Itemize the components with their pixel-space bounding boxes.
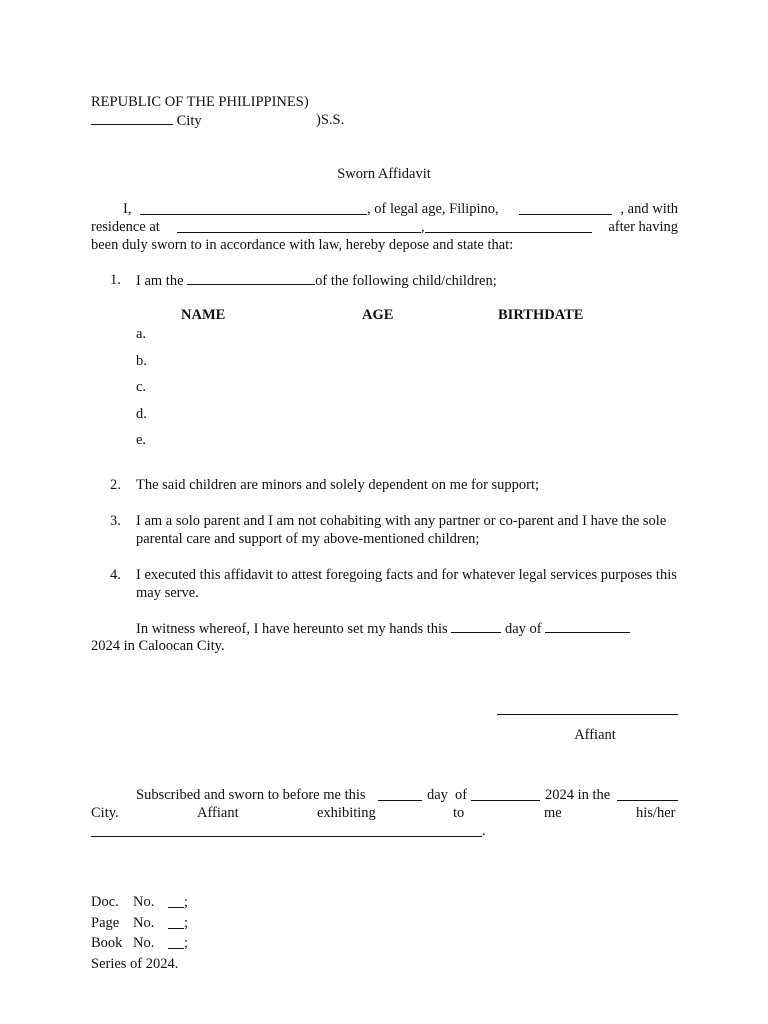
subscribed-day: day xyxy=(427,787,448,803)
intro-legal-age: , of legal age, Filipino, xyxy=(367,201,499,217)
name-blank[interactable] xyxy=(140,202,367,215)
subscribed-day-blank[interactable] xyxy=(378,788,422,801)
child-row-b: b. xyxy=(136,353,147,369)
id-blank[interactable] xyxy=(91,824,482,837)
relationship-blank[interactable] xyxy=(187,272,315,285)
residence-blank-2[interactable] xyxy=(425,220,592,233)
item-1-pre: I am the xyxy=(136,273,184,289)
city-label: City xyxy=(176,113,202,129)
col-header-birthdate: BIRTHDATE xyxy=(498,307,584,323)
status-blank[interactable] xyxy=(519,202,612,215)
witness-line2: 2024 in Caloocan City. xyxy=(91,638,225,654)
residence-blank-1[interactable] xyxy=(177,220,421,233)
item-1 xyxy=(136,272,497,291)
book-no-blank[interactable] xyxy=(168,936,184,949)
affiant-signature-line[interactable] xyxy=(497,714,678,715)
child-row-c: c. xyxy=(136,379,147,395)
series-label: Series of 2024. xyxy=(91,956,179,972)
item-1-post: of the following child/children; xyxy=(315,273,497,289)
document-title: Sworn Affidavit xyxy=(337,166,431,182)
sub-word-affiant: Affiant xyxy=(197,805,239,821)
doc-no-blank[interactable] xyxy=(168,895,184,908)
sub-word-to: to xyxy=(453,805,465,821)
book-label: Book xyxy=(91,935,123,951)
intro-line3: been duly sworn to in accordance with law, hereby depose and state that: xyxy=(91,237,514,253)
col-header-name: NAME xyxy=(181,307,226,323)
intro-after-having: after having xyxy=(608,219,678,235)
ss-label: )S.S. xyxy=(316,112,345,128)
page-semicolon: ; xyxy=(184,915,189,931)
intro-residence-at: residence at xyxy=(91,219,160,235)
witness-pre: In witness whereof, I have hereunto set my hands this xyxy=(136,621,448,637)
item-3-number: 3. xyxy=(110,513,121,529)
page-no-label: No. xyxy=(133,915,155,931)
city-blank[interactable] xyxy=(91,112,173,125)
republic-header: REPUBLIC OF THE PHILIPPINES) xyxy=(91,94,309,110)
page-label: Page xyxy=(91,915,120,931)
item-3: I am a solo parent and I am not cohabiting with any partner or co-parent and I have the sole parental care and support of my above-mentioned children; xyxy=(136,513,667,547)
subscribed-of: of xyxy=(455,787,468,803)
child-row-e: e. xyxy=(136,432,147,448)
book-no-label: No. xyxy=(133,935,155,951)
child-row-d: d. xyxy=(136,406,147,422)
page-no-blank[interactable] xyxy=(168,916,184,929)
witness-day-of: day of xyxy=(504,621,542,637)
child-row-a: a. xyxy=(136,326,147,342)
sub-word-city: City. xyxy=(91,805,119,821)
doc-semicolon: ; xyxy=(184,894,189,910)
item-4: I executed this affidavit to attest foregoing facts and for whatever legal services purposes this may serve. xyxy=(136,567,677,601)
sub-word-me: me xyxy=(544,805,562,821)
sub-word-exhibiting: exhibiting xyxy=(317,805,376,821)
doc-no-label: No. xyxy=(133,894,155,910)
book-semicolon: ; xyxy=(184,935,189,951)
affiant-label: Affiant xyxy=(574,727,616,743)
witness-month-blank[interactable] xyxy=(545,620,630,633)
subscribed-month-blank[interactable] xyxy=(471,788,540,801)
col-header-age: AGE xyxy=(362,307,394,323)
sub-word-his-her: his/her xyxy=(636,805,676,821)
doc-label: Doc. xyxy=(91,894,119,910)
witness-day-blank[interactable] xyxy=(451,620,501,633)
subscribed-city-blank[interactable] xyxy=(617,788,678,801)
intro-comma: , xyxy=(421,219,425,235)
item-4-number: 4. xyxy=(110,567,121,583)
city-line xyxy=(91,112,202,131)
witness-line xyxy=(136,620,630,639)
item-2-number: 2. xyxy=(110,477,121,493)
subscribed-year: 2024 in the xyxy=(545,787,611,803)
intro-i: I, xyxy=(123,201,132,217)
item-2: The said children are minors and solely dependent on me for support; xyxy=(136,477,540,493)
subscribed-pre: Subscribed and sworn to before me this xyxy=(136,787,366,803)
subscribed-end: . xyxy=(482,823,486,839)
item-1-number: 1. xyxy=(110,272,121,288)
intro-and-with: , and with xyxy=(620,201,678,217)
